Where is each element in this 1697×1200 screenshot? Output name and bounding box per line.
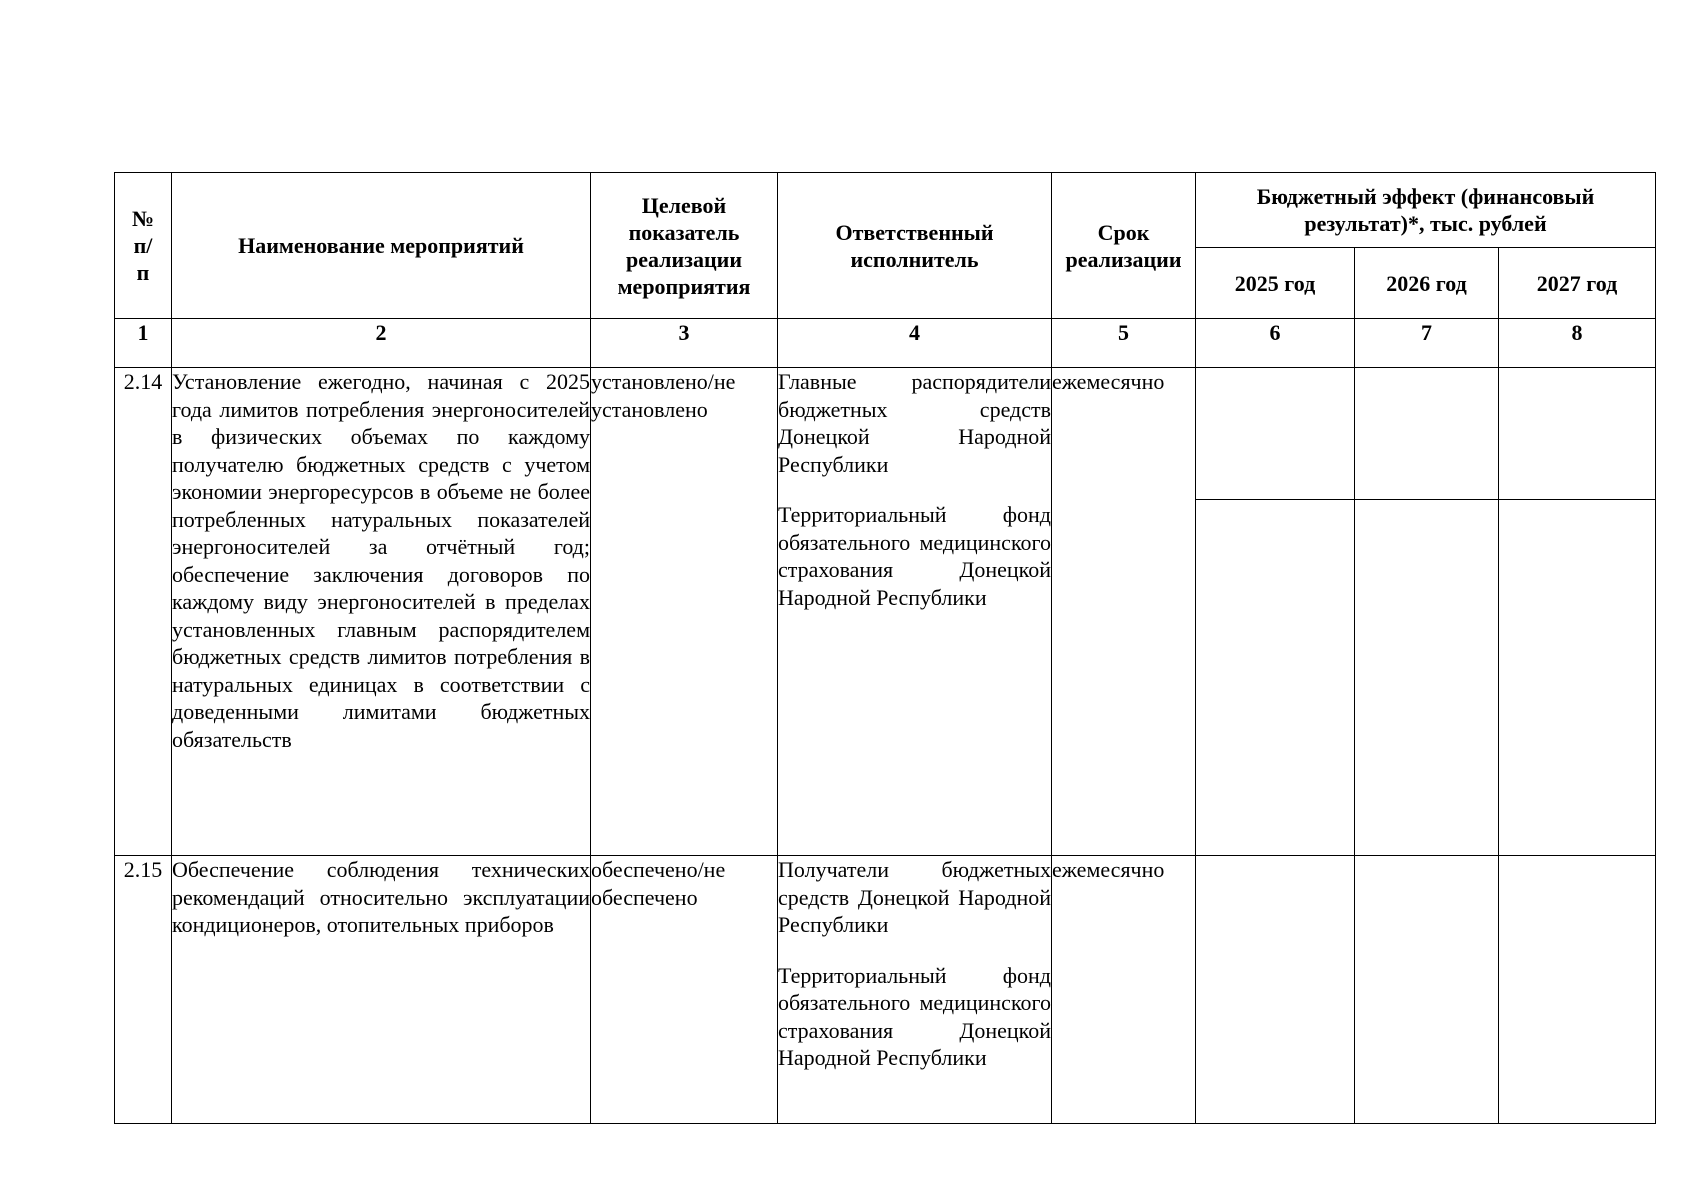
effect-cell-2026 [1355,500,1499,856]
header-number: № п/п [115,173,172,319]
column-number: 3 [591,319,778,368]
responsible-executor [778,856,1052,1124]
row-number: 2.15 [115,856,172,1124]
measure-name: Обеспечение соблюдения технических рекомендаций относительно эксплуатации кондиционеров, отопительных приборов [172,856,591,1124]
column-number: 6 [1196,319,1355,368]
effect-cell-2026 [1355,856,1499,1124]
implementation-term: ежемесячно [1052,856,1196,1124]
effect-cell-2025 [1196,500,1355,856]
effect-cell-2025 [1196,368,1355,500]
table-row [115,368,1656,500]
executor-text: Территориальный фонд обязательного медицинского страхования Донецкой Народной Республики [778,502,1051,610]
executor-text: Территориальный фонд обязательного медицинского страхования Донецкой Народной Республики [778,962,1051,1070]
column-number: 7 [1355,319,1499,368]
row-number: 2.14 [115,368,172,856]
implementation-term: ежемесячно [1052,368,1196,856]
column-number: 8 [1499,319,1656,368]
effect-cell-2027 [1499,500,1656,856]
effect-cell-2026 [1355,368,1499,500]
executor-text: Получатели бюджетных средств Донецкой Народной Республики [778,857,1051,937]
table-row [115,856,1656,1124]
effect-cell-2025 [1196,856,1355,1124]
header-year-2027: 2027 год [1499,248,1656,319]
target-indicator: установлено/не установлено [591,368,778,856]
executor-text: Главные распорядители бюджетных средств Донецкой Народной Республики [778,369,1051,477]
column-number: 2 [172,319,591,368]
effect-cell-2027 [1499,856,1656,1124]
measures-table [114,172,1656,1124]
column-numbering-row [115,319,1656,368]
header-year-2026: 2026 год [1355,248,1499,319]
measure-name: Установление ежегодно, начиная с 2025 года лимитов потребления энергоносителей в физических объемах по каждому получателю бюджетных средств с учетом экономии энергоресурсов в объеме не более потребленных натуральных показателей энергоносителей за отчётный год; обеспечение заключения договоров по каждому виду энергоносителей в пределах установленных главным распорядителем бюджетных средств лимитов потребления в натуральных единицах в соответствии с доведенными лимитами бюджетных обязательств [172,368,591,856]
column-number: 4 [778,319,1052,368]
header-measure-name: Наименование мероприятий [172,173,591,319]
header-budget-effect: Бюджетный эффект (финансовый результат)*, тыс. рублей [1196,173,1656,248]
header-year-2025: 2025 год [1196,248,1355,319]
header-term: Срок реализации [1052,173,1196,319]
responsible-executor [778,368,1052,856]
effect-cell-2027 [1499,368,1656,500]
header-target-indicator: Целевой показатель реализации мероприятия [591,173,778,319]
target-indicator: обеспечено/не обеспечено [591,856,778,1124]
column-number: 1 [115,319,172,368]
column-number: 5 [1052,319,1196,368]
header-row [115,173,1656,248]
header-responsible-executor: Ответственный исполнитель [778,173,1052,319]
